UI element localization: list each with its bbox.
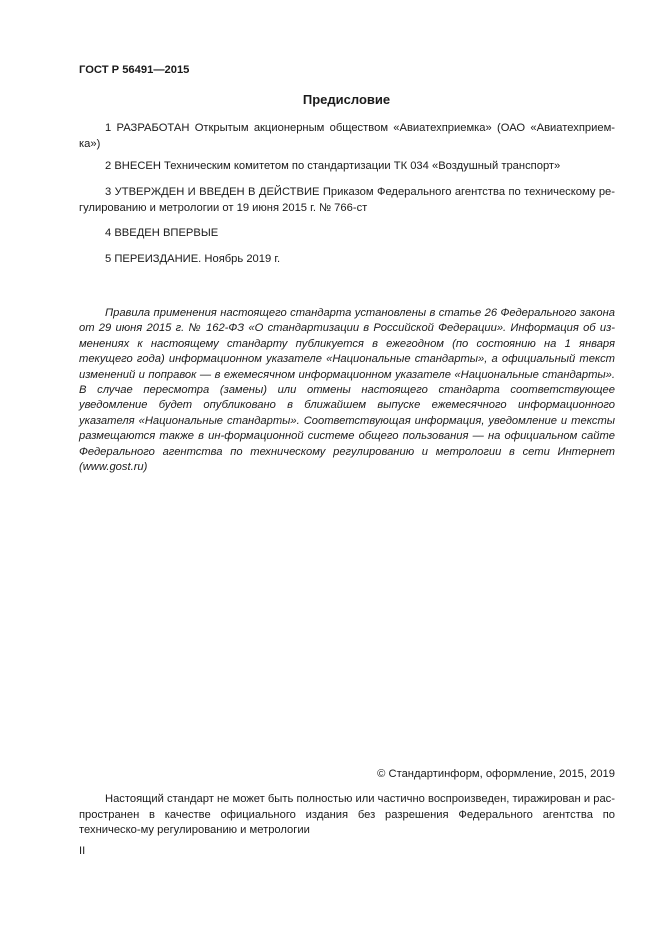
preface-item-3: 3 УТВЕРЖДЕН И ВВЕДЕН В ДЕЙСТВИЕ Приказом Федерального агентства по техническому ре-гулированию и метрологии от 19 июня 2015 г. № 766-ст [79, 186, 615, 214]
preface-item-1: 1 РАЗРАБОТАН Открытым акционерным обществом «Авиатехприемка» (ОАО «Авиатехприем-ка») [79, 122, 615, 150]
preface-item-2: 2 ВНЕСЕН Техническим комитетом по стандартизации ТК 034 «Воздушный транспорт» [105, 160, 561, 172]
reproduction-restriction: Настоящий стандарт не может быть полностью или частично воспроизведен, тиражирован и рас-пространен в качестве официального издания без разрешения Федерального агентства по техническо-му регулированию и метрологии [79, 793, 615, 837]
page-number: II [79, 845, 86, 857]
preface-item-5: 5 ПЕРЕИЗДАНИЕ. Ноябрь 2019 г. [105, 253, 281, 265]
copyright-line: © Стандартинформ, оформление, 2015, 2019 [377, 768, 615, 780]
application-rules-notice: Правила применения настоящего стандарта установлены в статье 26 Федерального закона от 29 июня 2015 г. № 162-ФЗ «О стандартизации в Российской Федерации». Информация об из-менениях к настоящему стандарту публикуется в ежегодном (по состоянию на 1 января текущего года) информационном указателе «Национальные стандарты», а официальный текст изменений и поправок — в ежемесячном информационном указателе «Национальные стандарты». В случае пересмотра (замены) или отмены настоящего стандарта соответствующее уведомление будет опубликовано в ближайшем выпуске ежемесячного информационного указателя «Национальные стандарты». Соответствующая информация, уведомление и тексты размещаются также в ин-формационной системе общего пользования — на официальном сайте Федерального агентства по техническому регулированию и метрологии в сети Интернет (www.gost.ru) [79, 307, 615, 474]
document-code: ГОСТ Р 56491—2015 [79, 64, 190, 76]
preface-item-4: 4 ВВЕДЕН ВПЕРВЫЕ [105, 227, 219, 239]
preface-title: Предисловие [302, 92, 391, 107]
